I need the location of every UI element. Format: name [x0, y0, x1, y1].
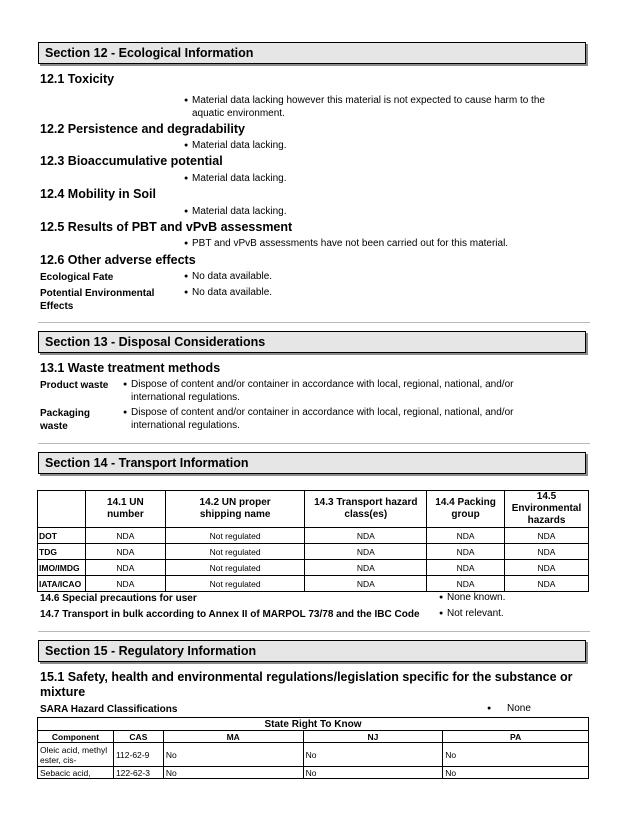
section-15-header: [38, 640, 586, 662]
table-cell: NDA: [505, 528, 589, 544]
component-line: Oleic acid, methyl: [40, 744, 108, 755]
bullet-icon: ●: [184, 289, 189, 296]
table-cell: NDA: [85, 544, 165, 560]
ma-cell: No: [163, 767, 303, 779]
sara-bullet: [487, 703, 531, 716]
product-waste-line-2: international regulations.: [131, 391, 240, 403]
nj-cell: No: [303, 767, 443, 779]
table-cell: NDA: [85, 560, 165, 576]
sara-value: None: [507, 703, 531, 714]
col-hazard-class: [305, 491, 427, 528]
table-cell: NDA: [427, 544, 505, 560]
component-line: ester, cis-: [40, 754, 77, 765]
col-header-line: class(es): [344, 509, 388, 520]
table-row: [38, 544, 589, 560]
toxicity-bullet: [184, 95, 564, 120]
toxicity-line-1: Material data lacking however this material is not expected to cause harm to the: [192, 95, 545, 106]
section-14-header: [38, 452, 586, 474]
pee-label-line-1: Potential Environmental: [40, 288, 155, 299]
persistence-text: Material data lacking.: [192, 140, 287, 151]
bullet-icon: ●: [123, 381, 128, 388]
product-waste-line-1: Dispose of content and/or container in accordance with local, regional, national, and/or: [131, 379, 514, 390]
row-label-imo-imdg: IMO/IMDG: [38, 560, 86, 576]
table-cell: NDA: [427, 560, 505, 576]
divider: [38, 443, 590, 444]
transport-corner-cell: [38, 491, 86, 528]
state-table-header-row: [38, 731, 589, 743]
pa-cell: No: [443, 743, 589, 767]
packaging-waste-line-1: Dispose of content and/or container in accordance with local, regional, national, and/or: [131, 407, 514, 418]
state-table-title-row: [38, 718, 589, 731]
col-nj: NJ: [303, 731, 443, 743]
transport-table: [37, 490, 589, 592]
bulk-transport-value: Not relevant.: [447, 608, 504, 619]
table-row: [38, 743, 589, 767]
table-cell: Not regulated: [165, 576, 305, 592]
pbt-bullet: [184, 238, 508, 251]
col-header-line: 14.1 UN: [107, 497, 144, 508]
bullet-icon: ●: [184, 175, 189, 182]
divider: [38, 631, 590, 632]
ecological-fate-value: No data available.: [192, 271, 273, 282]
table-cell: NDA: [505, 544, 589, 560]
special-precautions-label: 14.6 Special precautions for user: [40, 593, 197, 604]
toxicity-heading: 12.1 Toxicity: [40, 72, 115, 86]
bullet-icon: ●: [184, 142, 189, 149]
table-cell: NDA: [305, 528, 427, 544]
state-table-title: State Right To Know: [38, 718, 589, 731]
bulk-transport-label: 14.7 Transport in bulk according to Annex II of MARPOL 73/78 and the IBC Code: [40, 609, 420, 620]
row-label-tdg: TDG: [38, 544, 86, 560]
bullet-icon: ●: [123, 409, 128, 416]
packaging-label-line-1: Packaging: [40, 408, 91, 419]
persistence-heading: 12.2 Persistence and degradability: [40, 122, 245, 136]
table-cell: NDA: [505, 560, 589, 576]
section-13-header: [38, 331, 586, 353]
col-header-line: 14.5 Environmental: [511, 491, 582, 514]
mobility-text: Material data lacking.: [192, 206, 287, 217]
pee-label-line-2: Effects: [40, 301, 74, 312]
pbt-heading: 12.5 Results of PBT and vPvB assessment: [40, 220, 293, 234]
col-header-line: 14.2 UN proper: [199, 497, 271, 508]
regulations-heading-line-1: 15.1 Safety, health and environmental regulations/legislation specific for the substance or: [40, 670, 573, 684]
col-cas: CAS: [113, 731, 163, 743]
persistence-bullet: [184, 140, 287, 153]
table-row: [38, 767, 589, 779]
col-header-line: 14.3 Transport hazard: [314, 497, 418, 508]
bullet-icon: ●: [439, 610, 444, 617]
bioaccumulative-text: Material data lacking.: [192, 173, 287, 184]
special-precautions-bullet: [439, 592, 505, 605]
section-13-title: Section 13 - Disposal Considerations: [45, 335, 266, 349]
col-header-line: group: [451, 509, 480, 520]
col-component: Component: [38, 731, 114, 743]
col-header-line: hazards: [527, 515, 566, 526]
product-waste-bullet: [123, 379, 543, 404]
packaging-waste-line-2: international regulations.: [131, 419, 240, 431]
bioaccumulative-heading: 12.3 Bioaccumulative potential: [40, 154, 223, 168]
regulations-heading-line-2: mixture: [40, 685, 86, 699]
table-row: [38, 576, 589, 592]
special-precautions-value: None known.: [447, 592, 506, 603]
toxicity-line-2: aquatic environment.: [192, 107, 285, 119]
other-effects-heading: 12.6 Other adverse effects: [40, 253, 196, 267]
transport-header-row: [38, 491, 589, 528]
col-packing-group: [427, 491, 505, 528]
bullet-icon: ●: [184, 240, 189, 247]
waste-treatment-heading: 13.1 Waste treatment methods: [40, 361, 221, 375]
state-right-to-know-table: [37, 717, 589, 779]
table-cell: NDA: [427, 576, 505, 592]
mobility-bullet: [184, 206, 287, 219]
ecological-fate-bullet: [184, 271, 272, 284]
pbt-text: PBT and vPvB assessments have not been carried out for this material.: [192, 238, 509, 249]
divider: [38, 322, 590, 323]
table-cell: Not regulated: [165, 544, 305, 560]
section-12-title: Section 12 - Ecological Information: [45, 46, 254, 60]
product-waste-label: Product waste: [40, 380, 109, 391]
table-row: [38, 560, 589, 576]
bullet-icon: ●: [487, 705, 492, 712]
packaging-label-line-2: waste: [40, 421, 68, 432]
table-cell: Not regulated: [165, 560, 305, 576]
table-cell: NDA: [85, 576, 165, 592]
section-14-title: Section 14 - Transport Information: [45, 456, 249, 470]
table-cell: Not regulated: [165, 528, 305, 544]
component-cell: Sebacic acid,: [38, 767, 114, 779]
section-15-title: Section 15 - Regulatory Information: [45, 644, 257, 658]
cas-cell: 122-62-3: [113, 767, 163, 779]
cas-cell: 112-62-9: [113, 743, 163, 767]
col-ma: MA: [163, 731, 303, 743]
table-cell: NDA: [305, 560, 427, 576]
row-label-iata-icao: IATA/ICAO: [38, 576, 86, 592]
component-cell: [38, 743, 114, 767]
mobility-heading: 12.4 Mobility in Soil: [40, 187, 156, 201]
ma-cell: No: [163, 743, 303, 767]
pa-cell: No: [443, 767, 589, 779]
pee-value: No data available.: [192, 287, 273, 298]
bullet-icon: ●: [439, 594, 444, 601]
nj-cell: No: [303, 743, 443, 767]
row-label-dot: DOT: [38, 528, 86, 544]
col-un-number: [85, 491, 165, 528]
table-cell: NDA: [305, 544, 427, 560]
table-cell: NDA: [305, 576, 427, 592]
regulations-heading: [40, 670, 600, 700]
sara-label: SARA Hazard Classifications: [40, 704, 178, 715]
pee-bullet: [184, 287, 272, 300]
col-header-line: shipping name: [199, 509, 271, 520]
col-shipping-name: [165, 491, 305, 528]
bullet-icon: ●: [184, 97, 189, 104]
col-pa: PA: [443, 731, 589, 743]
bulk-transport-bullet: [439, 608, 504, 621]
table-cell: NDA: [505, 576, 589, 592]
table-cell: NDA: [427, 528, 505, 544]
bioaccumulative-bullet: [184, 173, 287, 186]
col-header-line: number: [107, 509, 144, 520]
bullet-icon: ●: [184, 208, 189, 215]
bullet-icon: ●: [184, 273, 189, 280]
section-12-header: [38, 42, 586, 64]
table-cell: NDA: [85, 528, 165, 544]
col-header-line: 14.4 Packing: [435, 497, 496, 508]
potential-environmental-effects-label: [40, 287, 154, 313]
packaging-waste-label: [40, 407, 90, 433]
col-environmental-hazards: [505, 491, 589, 528]
packaging-waste-bullet: [123, 407, 543, 432]
table-row: [38, 528, 589, 544]
ecological-fate-label: Ecological Fate: [40, 272, 114, 283]
